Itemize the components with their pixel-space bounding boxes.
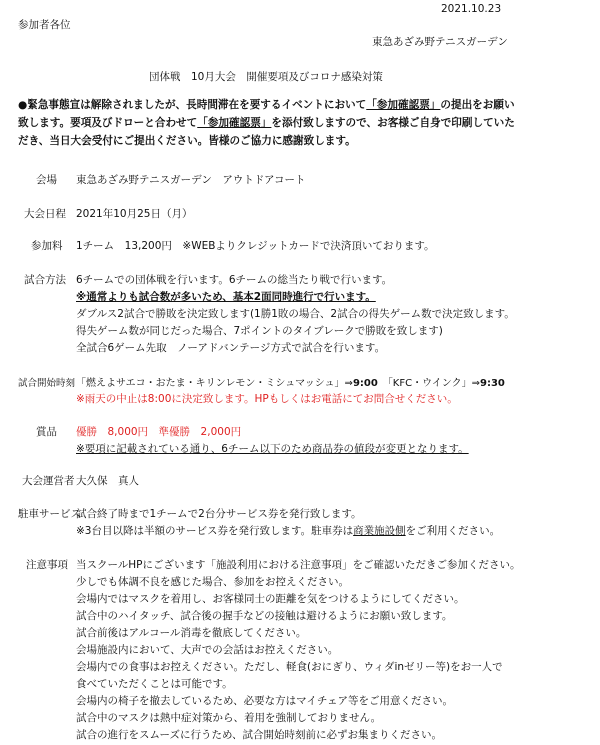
venue-label: 会場	[36, 174, 57, 186]
addressee: 参加者各位	[18, 19, 71, 31]
notes-line: 会場内ではマスクを着用し、お客様同士の距離を気をつけるようにしてください。	[76, 593, 465, 605]
fee-label: 参加料	[31, 240, 63, 252]
notice-paragraph	[18, 96, 593, 150]
notes-line: 試合の進行をスムーズに行うため、試合開始時刻前に必ずお集まりください。	[76, 729, 443, 741]
organizer-name: 東急あざみ野テニスガーデン	[372, 36, 508, 48]
format-line-2: ※通常よりも試合数が多いため、基本2面同時進行で行います。	[76, 291, 376, 303]
event-date-label: 大会日程	[24, 208, 66, 220]
notes-line: 当スクールHPにございます「施設利用における注意事項」をご確認いただきご参加ください。	[76, 559, 521, 571]
format-line-4: 得失ゲーム数が同じだった場合、7ポイントのタイブレークで勝敗を致します)	[76, 325, 443, 337]
notes-line: 会場内での食事はお控えください。ただし、軽食(おにぎり、ウィダinゼリー等)をお一人で	[76, 661, 503, 673]
prize-label: 賞品	[36, 426, 57, 438]
manager-label: 大会運営者	[22, 475, 75, 487]
notice-text: 致します。要項及びドローと合わせて	[18, 117, 198, 129]
notes-line: 会場内の椅子を撤去しているため、必要な方はマイチェア等をご用意ください。	[76, 695, 454, 707]
start-time-label: 試合開始時刻	[18, 378, 76, 389]
prize-value: 優勝 8,000円 準優勝 2,000円	[76, 426, 242, 438]
notice-line-3: だき、当日大会受付にご提出ください。皆様のご協力に感謝致します。	[18, 135, 356, 147]
start-time-groups	[76, 374, 505, 389]
format-line-1: 6チームでの団体戦を行います。6チームの総当たり戦で行います。	[76, 274, 393, 286]
rain-notice: ※雨天の中止は8:00に決定致します。HPもしくはお電話にてお問合せください。	[76, 393, 458, 405]
notice-line-1	[18, 96, 593, 114]
notes-line: 会場施設内において、大声での会話はお控えください。	[76, 644, 339, 656]
start-time-2: 9:30	[479, 378, 505, 389]
commercial-facility-text: 商業施設側	[353, 525, 406, 537]
notes-label: 注意事項	[26, 559, 68, 571]
parking-label: 駐車サービス	[18, 508, 81, 520]
format-label: 試合方法	[24, 274, 66, 286]
notice-text: の提出をお願い	[440, 99, 515, 111]
notes-line: 試合前後はアルコール消毒を徹底してください。	[76, 627, 307, 639]
event-date-value: 2021年10月25日（月）	[76, 208, 193, 220]
document-title: 団体戦 10月大会 開催要項及びコロナ感染対策	[149, 71, 383, 83]
notes-line: 食べていただくことは可能です。	[76, 678, 233, 690]
fee-value: 1チーム 13,200円 ※WEBよりクレジットカードで決済頂いております。	[76, 240, 435, 252]
venue-value: 東急あざみ野テニスガーデン アウトドアコート	[76, 174, 306, 186]
notes-line: 少しでも体調不良を感じた場合、参加をお控えください。	[76, 576, 349, 588]
parking-line-1: 試合終了時まで1チームで2台分サービス券を発行致します。	[76, 508, 362, 520]
start-group-2: 「KFC・ウインク」⇒	[387, 378, 480, 389]
document-date: 2021.10.23	[441, 3, 502, 15]
format-line-5: 全試合6ゲーム先取 ノーアドバンテージ方式で試合を行います。	[76, 342, 386, 354]
prize-note: ※要項に記載されている通り、6チーム以下のため商品券の値段が変更となります。	[76, 443, 469, 455]
confirmation-form-link-text: 「参加確認票」	[366, 99, 441, 111]
start-group-1: 「燃えよサエコ・おたま・キリンレモン・ミシュマッシュ」⇒	[76, 378, 353, 389]
notes-line: 試合中のハイタッチ、試合後の握手などの接触は避けるようにお願い致します。	[76, 610, 453, 622]
notice-line-2	[18, 114, 593, 132]
parking-text: ※3台目以降は半額のサービス券を発行致します。駐車券は	[76, 525, 354, 537]
notice-text: を添付致しますので、お客様ご自身で印刷していた	[271, 117, 515, 129]
start-time-1: 9:00	[352, 378, 378, 389]
confirmation-form-link-text: 「参加確認票」	[197, 117, 272, 129]
parking-line-2	[76, 523, 500, 538]
parking-text: をご利用ください。	[405, 525, 501, 537]
notice-text: ●緊急事態宣は解除されましたが、長時間滞在を要するイベントにおいて	[18, 99, 367, 111]
format-line-3: ダブルス2試合で勝敗を決定致します(1勝1敗の場合、2試合の得失ゲーム数で決定致します。	[76, 308, 515, 320]
notes-line: 試合中のマスクは熱中症対策から、着用を強制しておりません。	[76, 712, 382, 724]
manager-value: 大久保 真人	[76, 475, 139, 487]
